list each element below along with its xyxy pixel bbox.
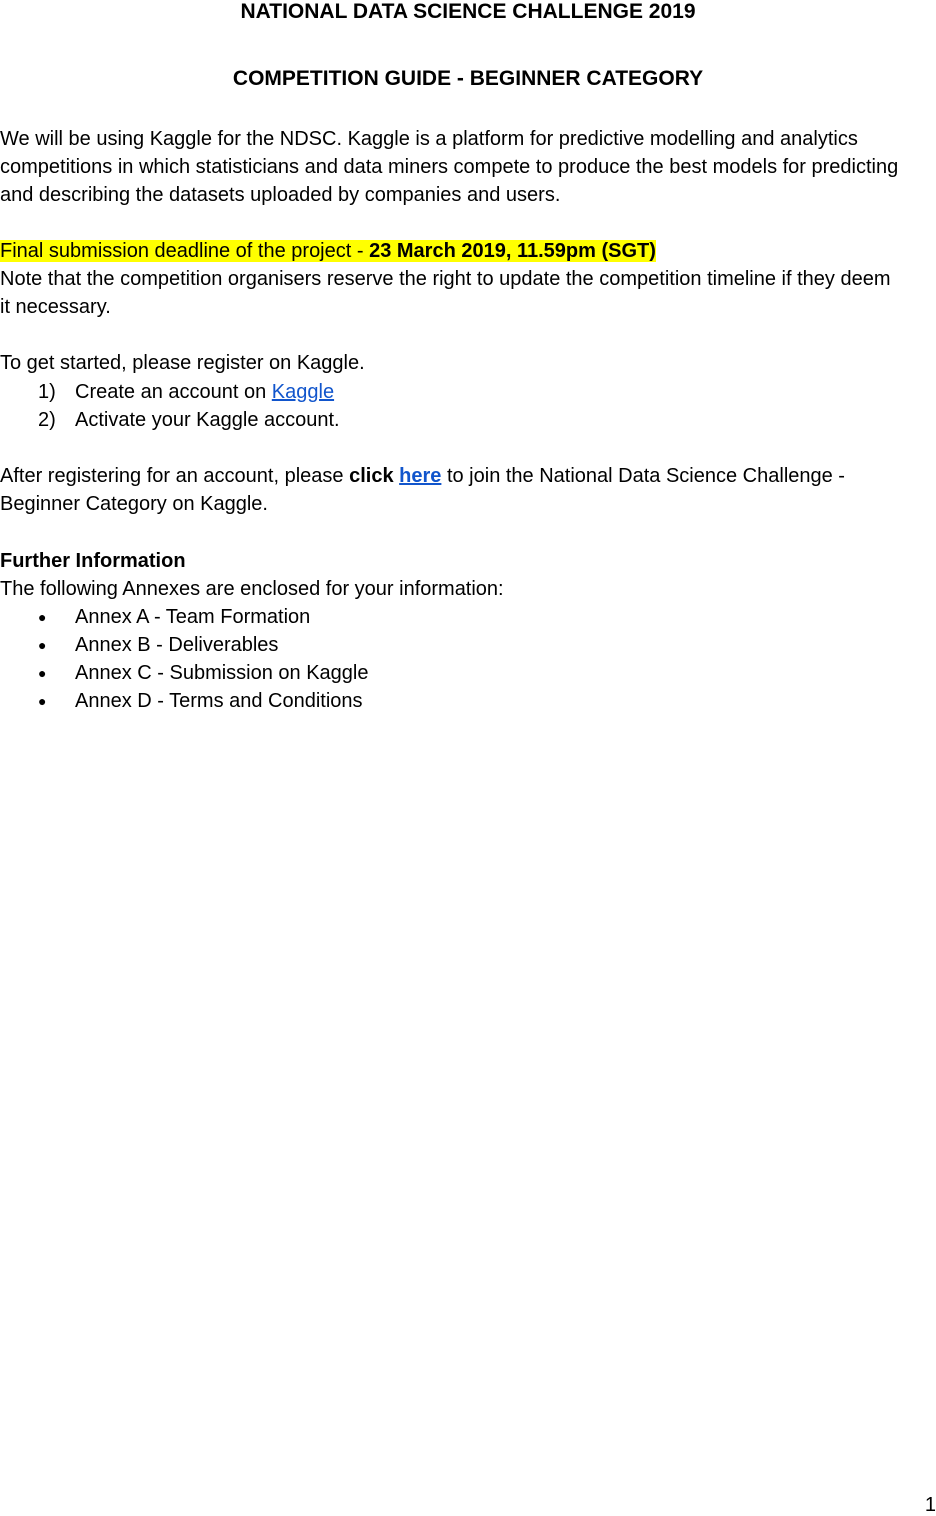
document-title: NATIONAL DATA SCIENCE CHALLENGE 2019	[240, 0, 696, 23]
join-here-link[interactable]: here	[399, 465, 442, 487]
step-text	[75, 378, 334, 406]
deadline-label: Final submission deadline of the project -	[0, 240, 370, 262]
further-info-heading: Further Information	[0, 550, 186, 572]
bullet-icon: ●	[38, 665, 47, 681]
step-text: Activate your Kaggle account.	[75, 409, 340, 431]
join-prefix: After registering for an account, please	[0, 465, 350, 487]
intro-line: We will be using Kaggle for the NDSC. Kaggle is a platform for predictive modelling and analytics	[0, 128, 858, 150]
bullet-icon: ●	[38, 693, 47, 709]
deadline-date: 23 March 2019, 11.59pm (SGT)	[369, 240, 656, 262]
deadline-line	[0, 237, 656, 265]
further-info-intro: The following Annexes are enclosed for your information:	[0, 578, 504, 600]
step-number: 2)	[38, 409, 56, 431]
annex-text: Annex D - Terms and Conditions	[75, 690, 363, 712]
intro-line: competitions in which statisticians and data miners compete to produce the best models for predicting	[0, 156, 899, 178]
annex-text: Annex A - Team Formation	[75, 606, 311, 628]
kaggle-link[interactable]: Kaggle	[271, 381, 335, 403]
join-line	[0, 462, 845, 490]
annex-text: Annex B - Deliverables	[75, 634, 279, 656]
bullet-icon: ●	[38, 637, 47, 653]
join-click: click	[349, 465, 394, 487]
step-label: Create an account on	[75, 381, 272, 403]
join-suffix: to join the National Data Science Challenge -	[441, 465, 845, 487]
deadline-note: Note that the competition organisers reserve the right to update the competition timeline if they deem	[0, 268, 891, 290]
document-subtitle: COMPETITION GUIDE - BEGINNER CATEGORY	[232, 67, 704, 90]
intro-line: and describing the datasets uploaded by companies and users.	[0, 184, 561, 206]
join-line-2: Beginner Category on Kaggle.	[0, 493, 268, 515]
annex-text: Annex C - Submission on Kaggle	[75, 662, 369, 684]
deadline-note: it necessary.	[0, 296, 111, 318]
step-number: 1)	[38, 381, 56, 403]
bullet-icon: ●	[38, 609, 47, 625]
getting-started-intro: To get started, please register on Kaggle.	[0, 352, 365, 374]
page-number: 1	[924, 1494, 936, 1516]
